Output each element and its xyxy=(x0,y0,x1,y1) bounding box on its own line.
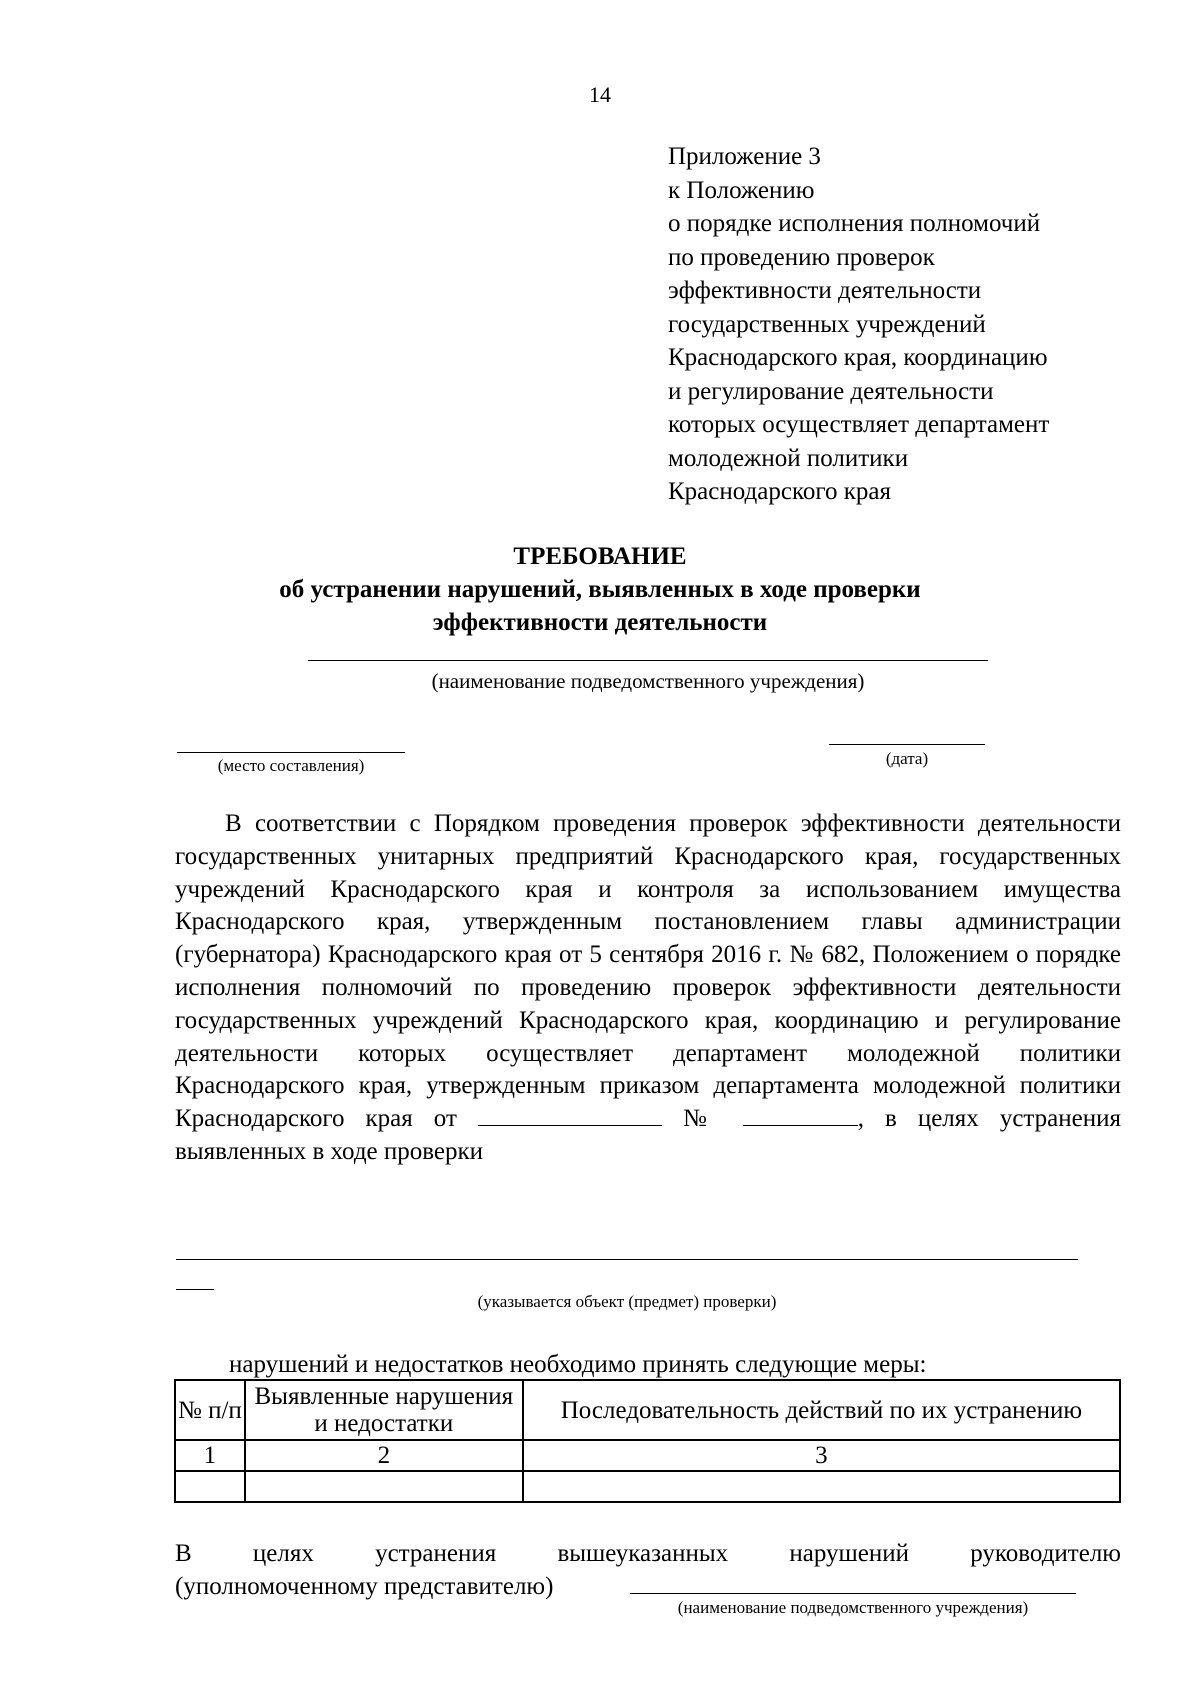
number-sign: № xyxy=(682,1105,722,1133)
object-caption: (указывается объект (предмет) проверки) xyxy=(477,1292,777,1311)
institution-name-line xyxy=(308,660,988,661)
annex-line: и регулирование деятельности xyxy=(668,377,994,405)
body-text-main: В соответствии с Порядком проведения проверок эффективности деятельности государственных унитарных предприятий Краснодарского края, государственных учреждений Краснодарского края и контроля за использованием имущества Краснодарского края, утвержденным постановлением главы администрации (губернатора) Краснодарского края от 5 сентября 2016 г. № 682, Положением о порядке исполнения полномочий по проведению проверок эффективности деятельности государственных учреждений Краснодарского края, координацию и регулирование деятельности которых осуществляет департамент молодежной политики Краснодарского края, утвержденным приказом департамента молодежной политики Краснодарского края от xyxy=(175,810,1121,1133)
measures-intro: нарушений и недостатков необходимо принять следующие меры: xyxy=(229,1351,927,1378)
document-title xyxy=(0,540,1200,639)
bottom-line-1 xyxy=(175,1538,1121,1571)
title-main: ТРЕБОВАНИЕ xyxy=(513,543,687,570)
representative-label: (уполномоченному представителю) xyxy=(175,1572,554,1600)
measures-table xyxy=(174,1379,1121,1503)
bottom-word: руководителю xyxy=(970,1540,1121,1567)
table-cell[interactable] xyxy=(175,1471,245,1502)
object-line xyxy=(176,1259,1078,1260)
institution-name-caption: (наименование подведомственного учреждения) xyxy=(431,669,865,693)
object-line-continuation xyxy=(176,1289,214,1290)
annex-line: к Положению xyxy=(668,176,815,204)
body-text-tail: , в целях устранения выявленных в ходе проверки xyxy=(175,1105,1121,1165)
annex-line: молодежной политики xyxy=(668,444,909,472)
date-caption: (дата) xyxy=(885,749,929,768)
header-cell-number: № п/п xyxy=(175,1380,245,1440)
annex-line: Краснодарского края, координацию xyxy=(668,344,1048,371)
table-cell[interactable] xyxy=(245,1471,523,1502)
title-subtitle-line: эффективности деятельности xyxy=(432,609,768,636)
annex-line: которых осуществляет департамент xyxy=(668,411,1050,438)
header-cell-violations: Выявленные нарушения и недостатки xyxy=(245,1380,523,1440)
table-row xyxy=(175,1471,1120,1502)
title-subtitle-line: об устранении нарушений, выявленных в ходе проверки xyxy=(279,576,921,603)
bottom-word: В xyxy=(175,1540,192,1567)
order-date-blank xyxy=(478,1103,662,1126)
body-paragraph xyxy=(175,808,1121,1169)
annex-line: Приложение 3 xyxy=(668,143,821,170)
bottom-word: вышеуказанных xyxy=(557,1540,729,1567)
date-line xyxy=(829,744,985,745)
bottom-word: целях xyxy=(252,1540,314,1567)
annex-line: о порядке исполнения полномочий xyxy=(668,210,1041,237)
page-number: 14 xyxy=(589,82,611,107)
order-number-blank xyxy=(743,1103,858,1126)
place-caption: (место составления) xyxy=(217,756,365,775)
place-line xyxy=(177,752,405,753)
annex-line: эффективности деятельности xyxy=(668,277,982,304)
representative-caption: (наименование подведомственного учреждения) xyxy=(677,1598,1029,1617)
annex-block xyxy=(668,140,1049,509)
header-cell-actions: Последовательность действий по их устранению xyxy=(523,1380,1120,1440)
representative-line xyxy=(630,1593,1076,1594)
table-header-row xyxy=(175,1380,1120,1440)
numbering-cell: 1 xyxy=(175,1440,245,1471)
table-numbering-row xyxy=(175,1440,1120,1471)
bottom-word: нарушений xyxy=(789,1540,910,1567)
numbering-cell: 2 xyxy=(245,1440,523,1471)
annex-line: по проведению проверок xyxy=(668,243,935,271)
annex-line: государственных учреждений xyxy=(668,310,986,338)
bottom-word: устранения xyxy=(375,1540,497,1567)
table-cell[interactable] xyxy=(523,1471,1120,1502)
numbering-cell: 3 xyxy=(523,1440,1120,1471)
annex-line: Краснодарского края xyxy=(668,478,891,505)
